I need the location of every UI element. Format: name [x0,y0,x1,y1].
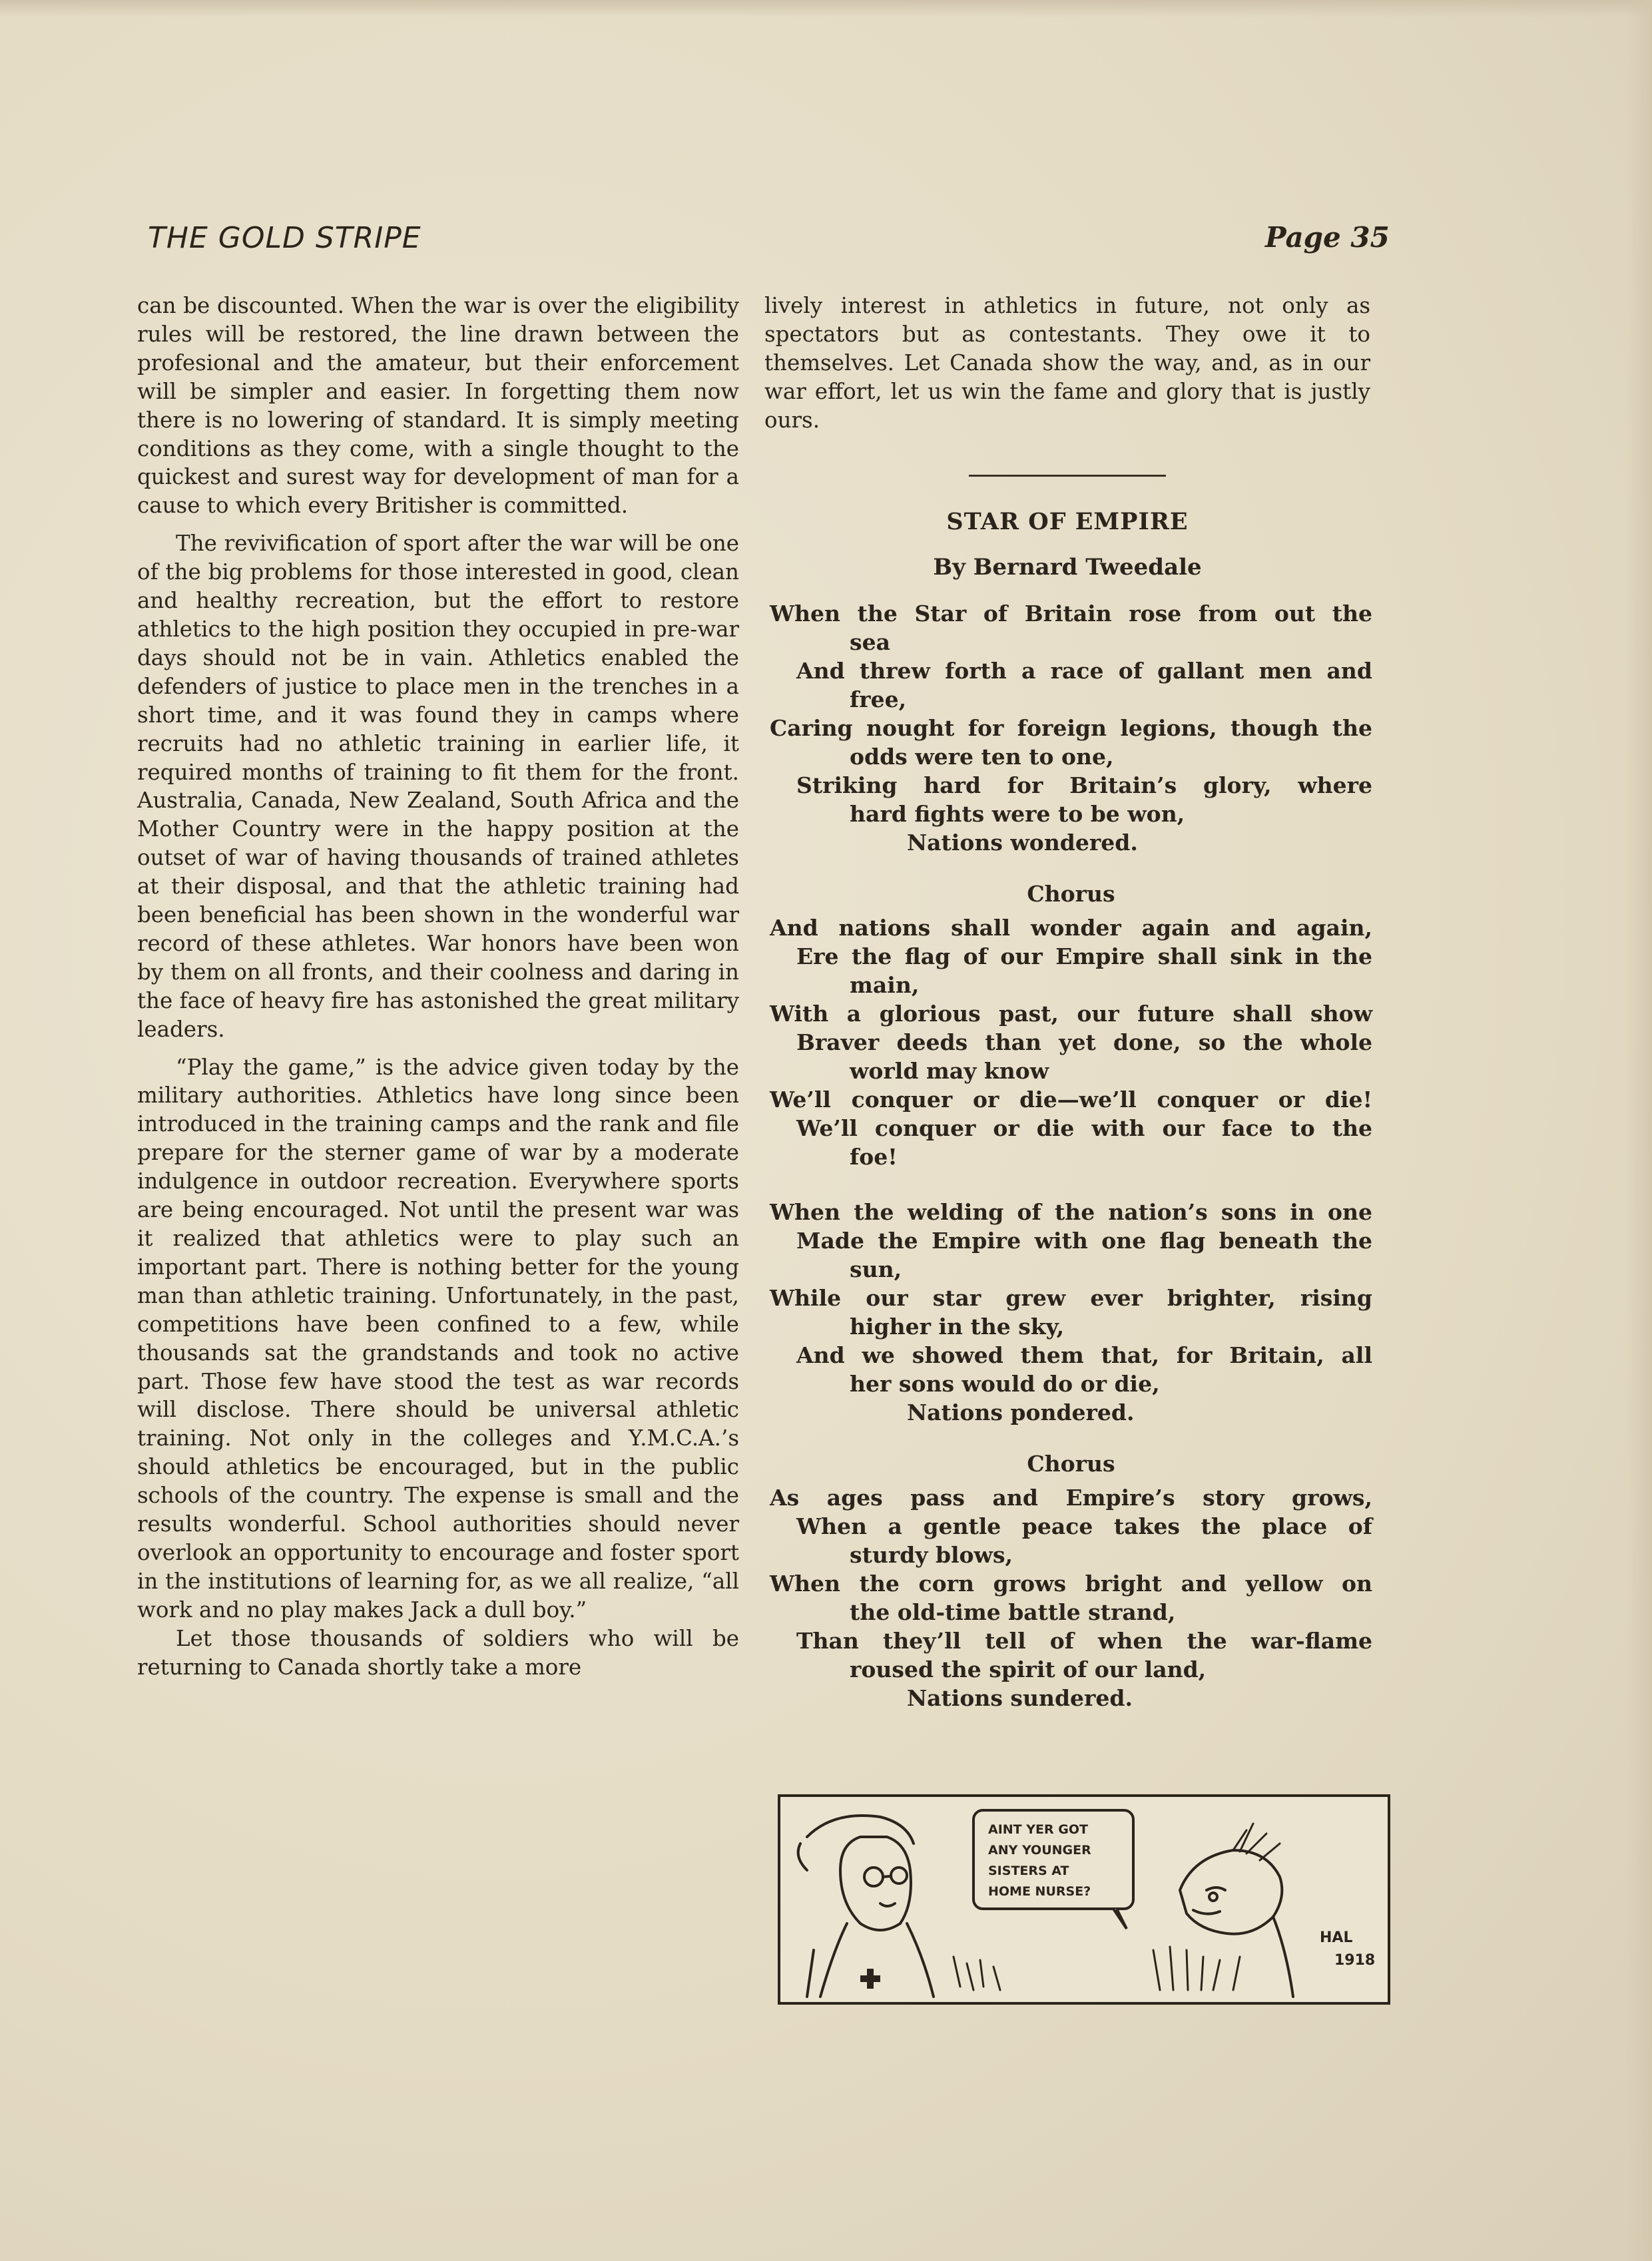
nurse-figure [798,1816,1000,1997]
article-paragraph: Let those thousands of soldiers who will be returning to Canada shortly take a more [137,1625,739,1680]
poem-line: main, [850,972,920,998]
poem-line: world may know [850,1058,1049,1084]
poem-line: Striking hard for Britain’s glory, where [796,772,1372,798]
journal-title: THE GOLD STRIPE [148,221,421,255]
poem-line: sea [850,629,890,655]
left-column-article [137,292,739,1682]
poem-line: We’ll conquer or die—we’ll conquer or die! [770,1087,1372,1113]
chorus-heading: Chorus [1027,881,1115,907]
poem-line: When the Star of Britain rose from out the [770,601,1372,627]
poem-line: Ere the flag of our Empire shall sink in the [796,943,1372,969]
poem-line: And threw forth a race of gallant men and [796,658,1372,684]
poem-line: higher in the sky, [850,1314,1065,1340]
article-paragraph: “Play the game,” is the advice given today by the military authorities. Athletics have long since been introduced in the training camps and the rank and file prepare for the sterner game of war by a moderate indulgence in outdoor recreation. Everywhere sports are being encouraged. Not until the present war was it realized that athletics were to play such an important part. There is nothing better for the young man than athletic training. Unfortunately, in the past, competitions have been confined to a few, while thousands sat the grandstands and took no active part. Those few have stood the test as war records will disclose. There should be universal athletic training. Not only in the colleges and Y.M.C.A.’s should athletics be encouraged, but in the public schools of the country. The expense is small and the results wonderful. School authorities should never overlook an opportunity to encourage and foster sport in the institutions of learning for, as we all realize, “all work and no play makes Jack a dull boy.” [137,1054,739,1623]
poem-line: Nations wondered. [907,830,1138,856]
poem-line: When the corn grows bright and yellow on [770,1571,1372,1597]
article-paragraph: The revivification of sport after the war will be one of the big problems for those interested in good, clean and healthy recreation, but the effort to restore athletics to the high position they occupied in pre-war days should not be in vain. Athletics enabled the defenders of justice to place men in the trenches in a short time, and it was found they in camps where recruits had no athletic training in earlier life, it required months of training to fit them for the front. Australia, Canada, New Zealand, South Africa and the Mother Country were in the happy position at the outset of war of having thousands of trained athletes at their disposal, and that the athletic training had been beneficial has been shown in the wonderful war record of these athletes. War honors have been won by them on all fronts, and their coolness and daring in the face of heavy fire has astonished the great military leaders. [137,531,739,1042]
cartoon-drawing [780,1797,1388,2002]
poem-line: With a glorious past, our future shall show [770,1001,1372,1027]
poem-line: And we showed them that, for Britain, all [796,1342,1372,1368]
poem-line: Caring nought for foreign legions, though the [770,715,1372,741]
article-paragraph: can be discounted. When the war is over the eligibility rules will be restored, the line drawn between the profesional and the amateur, but their enforcement will be simpler and easier. In forgetting them now there is no lowering of standard. It is simply meeting conditions as they come, with a single thought to the quickest and surest way for development of man for a cause to which every Britisher is committed. [137,293,739,519]
page-top-shadow [0,0,1652,17]
speech-line: SISTERS AT [988,1864,1069,1878]
poem-author: By Bernard Tweedale [933,554,1202,581]
page-number: Page 35 [1265,221,1390,254]
poem-line: Made the Empire with one flag beneath the [796,1228,1372,1254]
poem-line: While our star grew ever brighter, rising [770,1285,1372,1311]
signature-year: 1918 [1334,1952,1376,1969]
soldier-figure [1153,1824,1293,1997]
page-right-shadow [1625,0,1652,2261]
poem-line: Braver deeds than yet done, so the whole [796,1029,1372,1055]
poem-body [770,599,1372,1712]
poem-line: Nations pondered. [907,1399,1135,1425]
poem-line: her sons would do or die, [850,1371,1160,1397]
poem-line: odds were ten to one, [850,744,1114,770]
speech-line: AINT YER GOT [988,1822,1088,1837]
artist-signature [1320,1929,1375,1969]
poem-line: When a gentle peace takes the place of [796,1513,1372,1539]
poem-line: Than they’ll tell of when the war-flame [796,1628,1372,1654]
speech-bubble [973,1810,1133,1929]
stanza-gap [770,1171,1372,1198]
poem-line: And nations shall wonder again and again, [770,915,1372,941]
section-divider [969,475,1166,477]
poem-line: sun, [850,1256,902,1282]
poem-title: STAR OF EMPIRE [946,508,1189,535]
poem-line: free, [850,686,907,712]
poem-line: roused the spirit of our land, [850,1656,1207,1682]
poem-line: foe! [850,1144,898,1170]
signature-text: HAL [1320,1929,1353,1946]
poem-line: Nations sundered. [907,1685,1133,1711]
chorus-heading: Chorus [1027,1451,1115,1477]
red-cross-icon [860,1969,880,1989]
poem-line: We’ll conquer or die with our face to the [796,1115,1372,1141]
poem-line: hard fights were to be won, [850,801,1185,827]
poem-line: When the welding of the nation’s sons in one [770,1199,1372,1225]
poem-line: As ages pass and Empire’s story grows, [770,1485,1372,1511]
cartoon-illustration [778,1794,1390,2005]
speech-line: HOME NURSE? [988,1884,1091,1899]
speech-line: ANY YOUNGER [988,1843,1091,1858]
poem-line: sturdy blows, [850,1542,1013,1568]
poem-line: the old-time battle strand, [850,1599,1176,1625]
article-continuation: lively interest in athletics in future, not only as spectators but as contestants. They owe it to themselves. Let Canada show the way, and, as in our war effort, let us win the fame and glory that is justly ours. [764,293,1370,433]
